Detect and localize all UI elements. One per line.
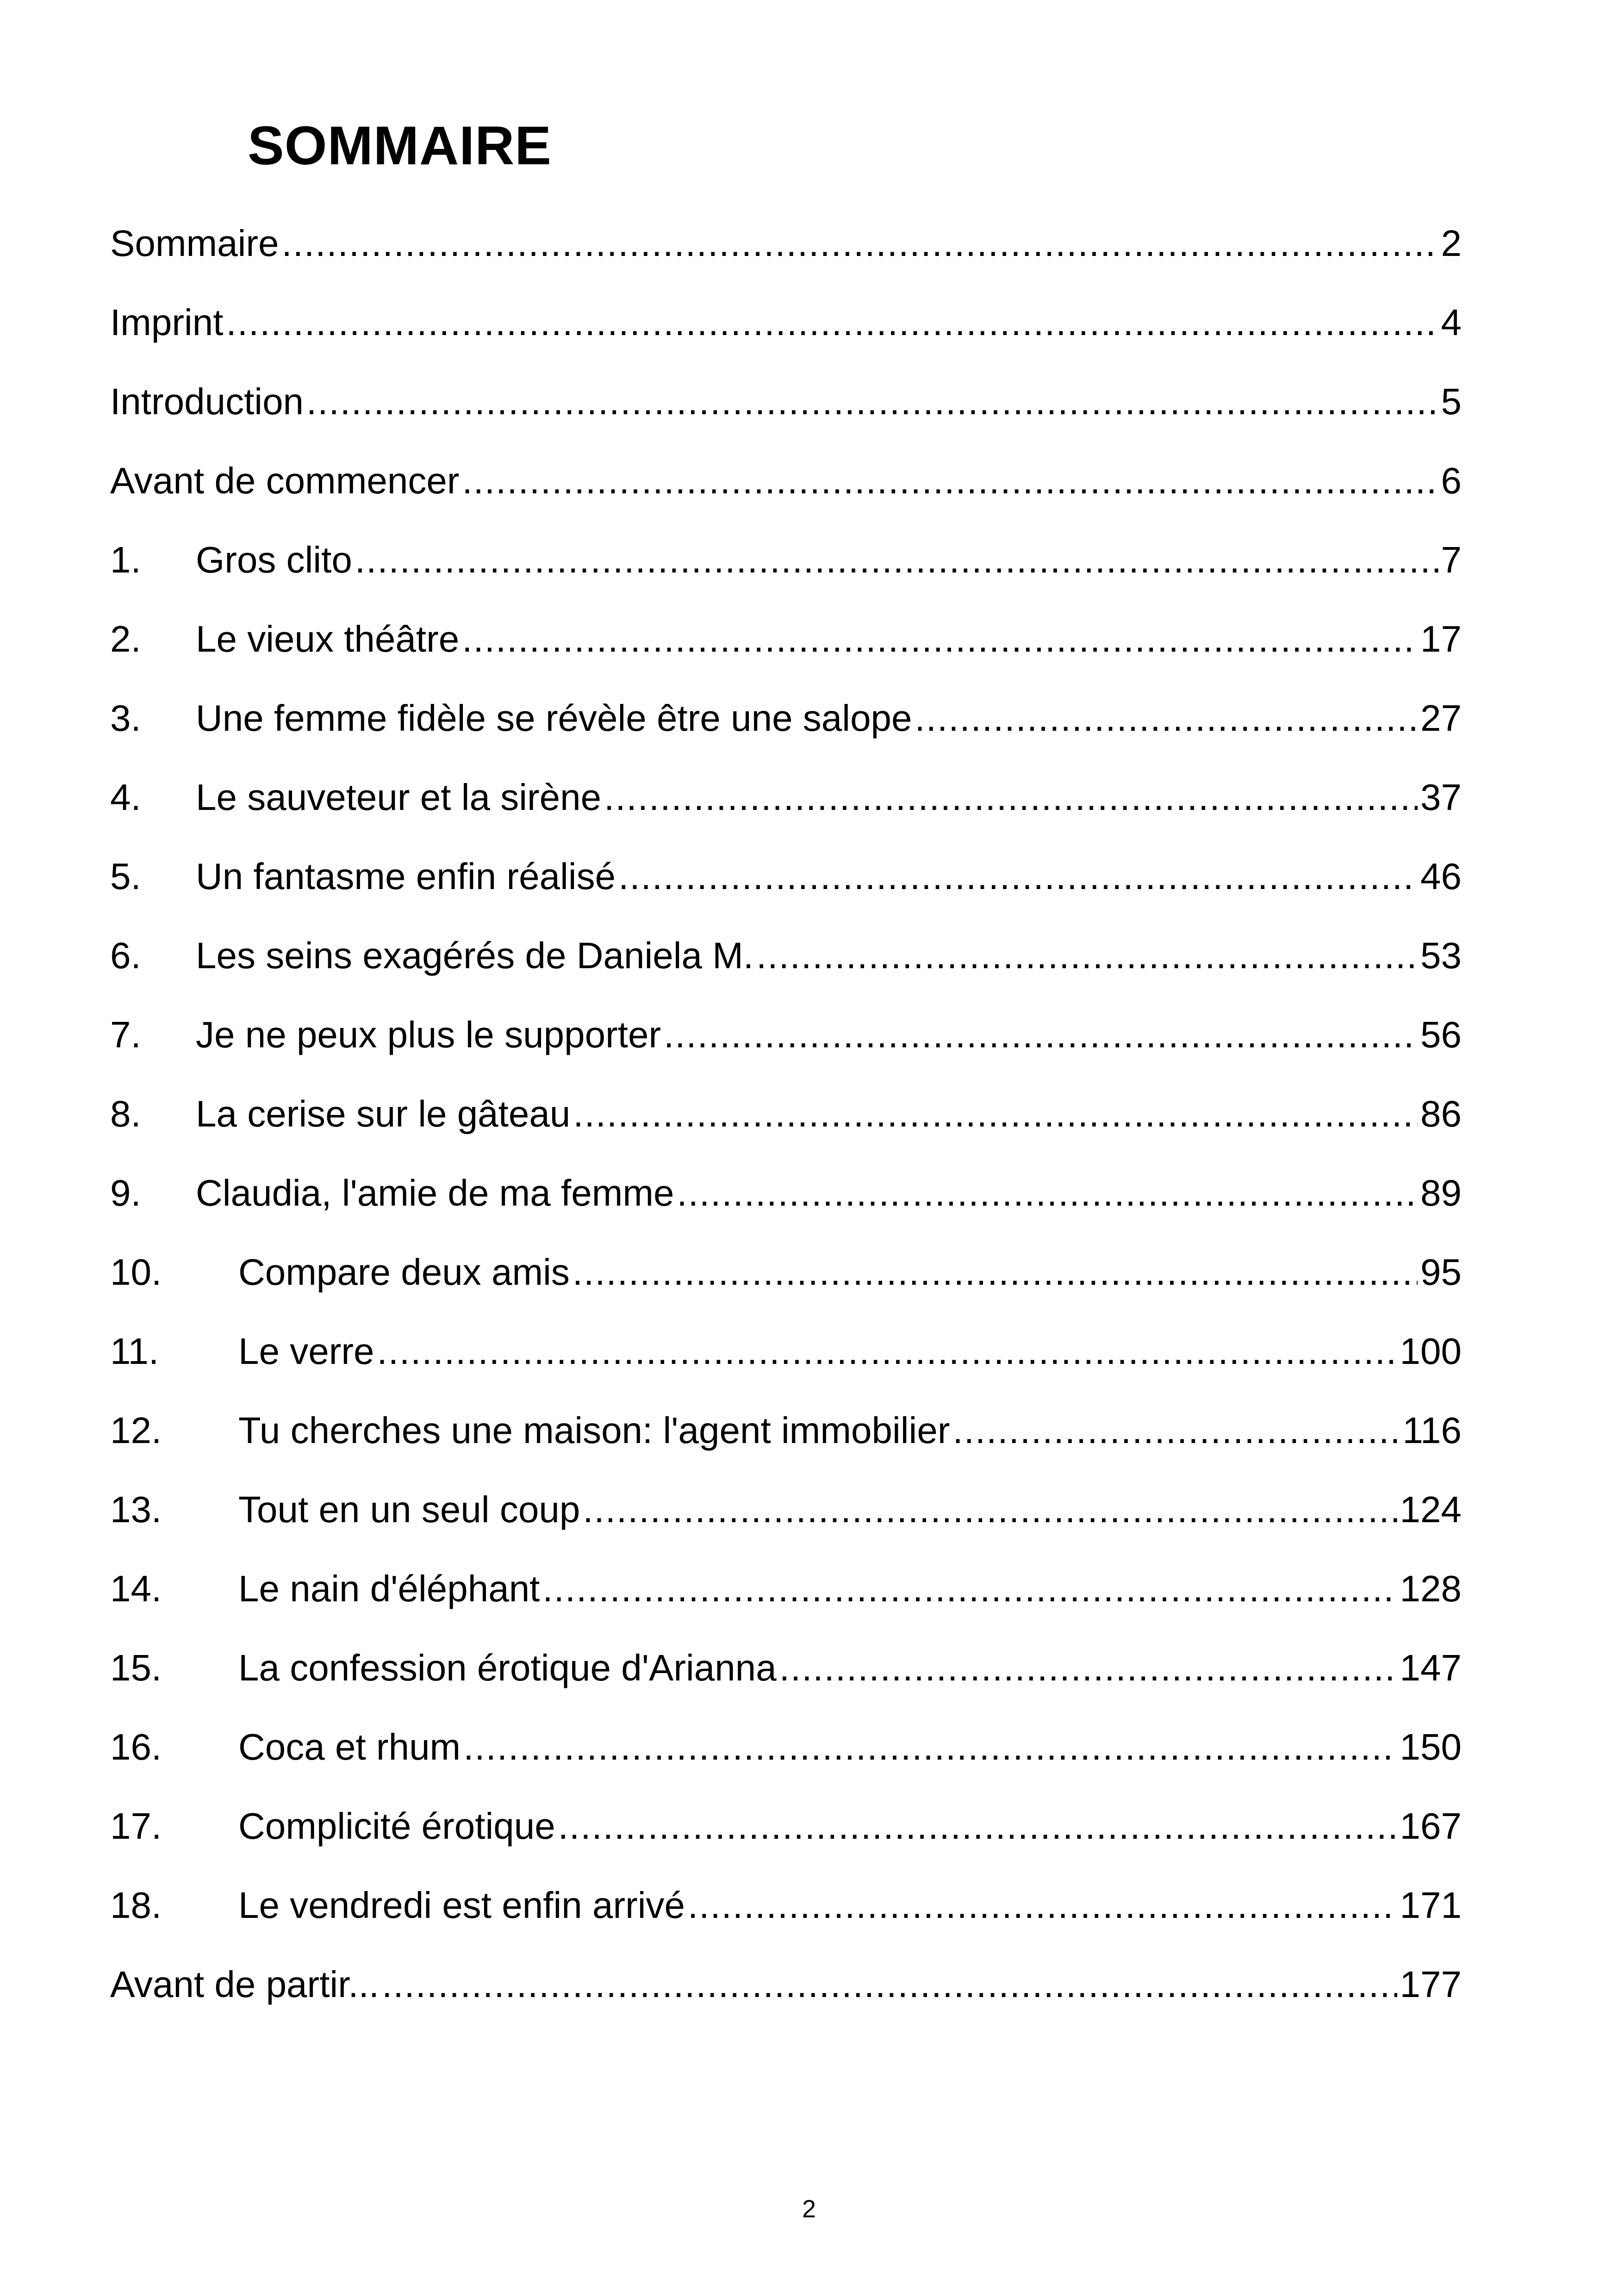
toc-chapter-title: Je ne peux plus le supporter	[196, 1014, 661, 1055]
dot-leader	[306, 379, 1438, 425]
dot-leader	[355, 537, 1438, 583]
toc-chapter-number: 14.	[110, 1568, 162, 1609]
page-title: SOMMAIRE	[248, 115, 552, 176]
toc-entry[interactable]	[110, 204, 1462, 283]
toc-chapter-number: 8.	[110, 1093, 141, 1134]
table-of-contents	[110, 204, 1462, 2024]
toc-chapter-number: 6.	[110, 934, 141, 976]
toc-entry-title: Imprint	[110, 301, 224, 343]
dot-leader	[462, 458, 1438, 504]
toc-chapter-page: 128	[1400, 1568, 1462, 1609]
dot-leader	[583, 1487, 1397, 1533]
dot-leader	[558, 1803, 1397, 1849]
toc-chapter-title: Claudia, l'amie de ma femme	[196, 1172, 674, 1213]
dot-leader	[952, 1407, 1400, 1454]
toc-chapter-number: 18.	[110, 1884, 162, 1926]
toc-chapter[interactable]	[110, 1470, 1462, 1549]
toc-entry[interactable]	[110, 362, 1462, 441]
toc-chapter-page: 89	[1420, 1172, 1462, 1213]
toc-chapter[interactable]	[110, 1074, 1462, 1153]
dot-leader	[382, 1961, 1397, 2008]
toc-chapter-page: 124	[1400, 1488, 1462, 1530]
toc-entry-page: 6	[1441, 460, 1462, 501]
toc-chapter-page: 56	[1420, 1014, 1462, 1055]
toc-chapter-title: Les seins exagérés de Daniela M.	[196, 934, 754, 976]
dot-leader	[463, 1724, 1397, 1770]
toc-entry-page: 5	[1441, 380, 1462, 422]
toc-chapter-title: Le verre	[238, 1330, 374, 1372]
toc-chapter[interactable]	[110, 1391, 1462, 1470]
toc-chapter-number: 2.	[110, 618, 141, 660]
toc-chapter[interactable]	[110, 1628, 1462, 1707]
toc-chapter-page: 27	[1420, 697, 1462, 739]
toc-chapter-title: La confession érotique d'Arianna	[238, 1647, 777, 1688]
toc-chapter[interactable]	[110, 599, 1462, 678]
toc-chapter-title: Une femme fidèle se révèle être une salope	[196, 697, 912, 739]
dot-leader	[573, 1249, 1418, 1295]
toc-chapter-title: Gros clito	[196, 539, 352, 580]
toc-chapter[interactable]	[110, 1866, 1462, 1945]
toc-entry-page: 4	[1441, 301, 1462, 343]
toc-chapter-page: 171	[1400, 1884, 1462, 1926]
toc-chapter[interactable]	[110, 995, 1462, 1074]
dot-leader	[756, 933, 1418, 979]
toc-chapter[interactable]	[110, 520, 1462, 599]
toc-chapter[interactable]	[110, 1232, 1462, 1312]
toc-chapter[interactable]	[110, 1549, 1462, 1628]
toc-chapter[interactable]	[110, 1786, 1462, 1866]
toc-chapter-title: Compare deux amis	[238, 1251, 570, 1293]
dot-leader	[604, 774, 1418, 821]
toc-chapter-page: 53	[1420, 934, 1462, 976]
toc-chapter-number: 7.	[110, 1014, 141, 1055]
toc-chapter-number: 4.	[110, 776, 141, 818]
toc-chapter[interactable]	[110, 1707, 1462, 1786]
toc-chapter[interactable]	[110, 1153, 1462, 1232]
toc-chapter-page: 17	[1420, 618, 1462, 660]
toc-chapter-title: Le vieux théâtre	[196, 618, 460, 660]
toc-chapter-title: Le nain d'éléphant	[238, 1568, 540, 1609]
toc-chapter-title: Le sauveteur et la sirène	[196, 776, 602, 818]
toc-entry[interactable]	[110, 441, 1462, 520]
toc-chapter[interactable]	[110, 837, 1462, 916]
toc-chapter-title: Un fantasme enfin réalisé	[196, 855, 616, 897]
toc-chapter-title: Tout en un seul coup	[238, 1488, 580, 1530]
dot-leader	[915, 695, 1418, 741]
toc-chapter[interactable]	[110, 678, 1462, 758]
toc-chapter-page: 116	[1402, 1409, 1462, 1451]
toc-chapter[interactable]	[110, 1312, 1462, 1391]
toc-entry-title: Introduction	[110, 380, 304, 422]
toc-chapter[interactable]	[110, 758, 1462, 837]
dot-leader	[688, 1882, 1397, 1929]
page-number: 2	[802, 2195, 816, 2223]
toc-chapter-number: 13.	[110, 1488, 162, 1530]
toc-chapter-page: 46	[1420, 855, 1462, 897]
dot-leader	[677, 1170, 1418, 1216]
toc-chapter-title: Coca et rhum	[238, 1726, 461, 1767]
toc-chapter-number: 12.	[110, 1409, 162, 1451]
toc-chapter-page: 150	[1400, 1726, 1462, 1767]
toc-chapter-number: 5.	[110, 855, 141, 897]
toc-chapter-title: Complicité érotique	[238, 1805, 555, 1847]
toc-chapter[interactable]	[110, 916, 1462, 995]
dot-leader	[664, 1012, 1418, 1058]
toc-chapter-number: 1.	[110, 539, 141, 580]
toc-chapter-number: 9.	[110, 1172, 141, 1213]
toc-chapter-title: Le vendredi est enfin arrivé	[238, 1884, 685, 1926]
toc-chapter-title: La cerise sur le gâteau	[196, 1093, 571, 1134]
toc-chapter-number: 10.	[110, 1251, 162, 1293]
toc-chapter-number: 15.	[110, 1647, 162, 1688]
toc-chapter-page: 7	[1441, 539, 1462, 580]
toc-chapter-number: 16.	[110, 1726, 162, 1767]
toc-entry[interactable]	[110, 1945, 1462, 2024]
dot-leader	[226, 299, 1438, 346]
toc-entry-title: Avant de partir...	[110, 1963, 380, 2005]
toc-chapter-page: 167	[1400, 1805, 1462, 1847]
toc-chapter-title: Tu cherches une maison: l'agent immobilier	[238, 1409, 950, 1451]
toc-chapter-page: 147	[1400, 1647, 1462, 1688]
toc-chapter-page: 37	[1420, 776, 1462, 818]
toc-entry-title: Sommaire	[110, 222, 279, 264]
toc-entry-title: Avant de commencer	[110, 460, 460, 501]
toc-chapter-page: 86	[1420, 1093, 1462, 1134]
dot-leader	[573, 1091, 1418, 1137]
toc-entry-page: 2	[1441, 222, 1462, 264]
toc-entry[interactable]	[110, 283, 1462, 362]
toc-chapter-number: 11.	[110, 1330, 159, 1372]
toc-chapter-number: 17.	[110, 1805, 162, 1847]
toc-chapter-page: 95	[1420, 1251, 1462, 1293]
dot-leader	[618, 853, 1418, 900]
toc-entry-page: 177	[1400, 1963, 1462, 2005]
dot-leader	[282, 220, 1438, 267]
dot-leader	[779, 1645, 1397, 1691]
dot-leader	[462, 616, 1418, 662]
toc-chapter-page: 100	[1400, 1330, 1462, 1372]
dot-leader	[377, 1328, 1397, 1375]
toc-chapter-number: 3.	[110, 697, 141, 739]
dot-leader	[542, 1566, 1397, 1612]
